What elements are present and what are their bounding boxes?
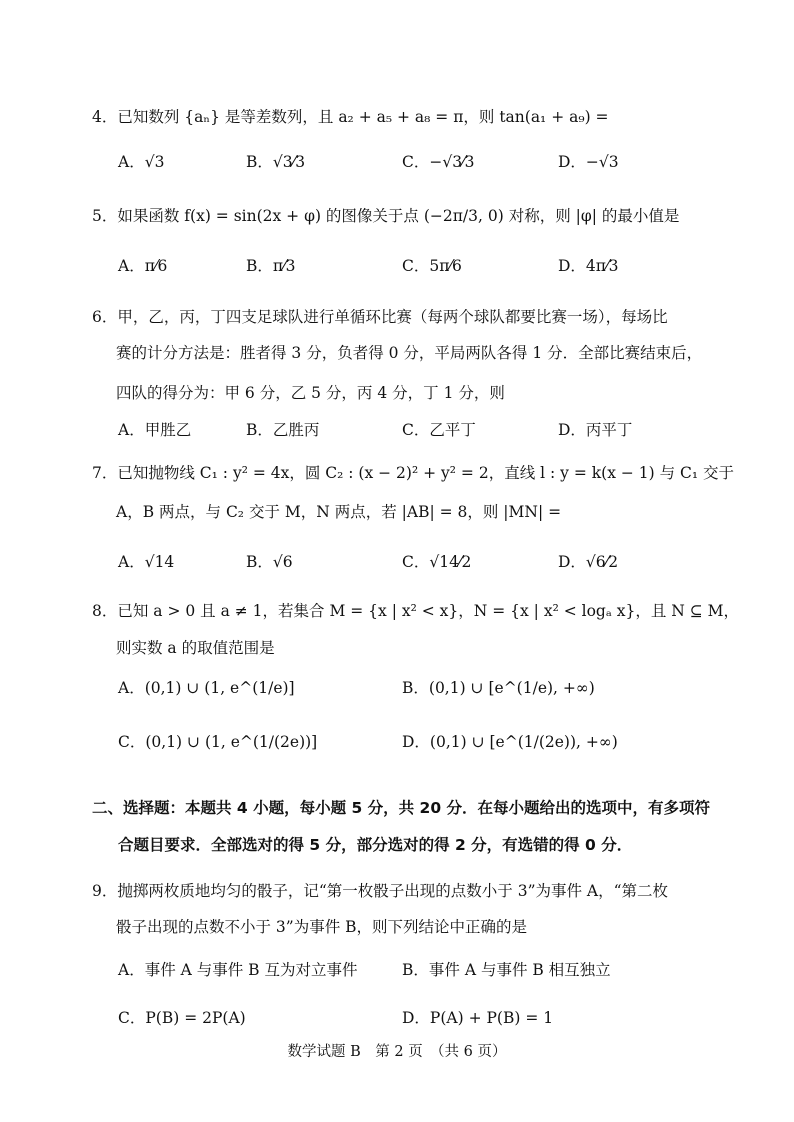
q6-option-c: C．乙平丁 (402, 421, 476, 439)
q8-line-1: 8．已知 a > 0 且 a ≠ 1，若集合 M = {x | x² < x}，N = {x | x² < logₐ x}，且 N ⊆ M， (92, 602, 740, 620)
q6-line-3: 四队的得分为：甲 6 分，乙 5 分，丙 4 分，丁 1 分，则 (116, 384, 505, 402)
q4-stem: 4．已知数列 {aₙ} 是等差数列，且 a₂ + a₅ + a₈ = π，则 tan(a₁ + a₉) = (92, 108, 609, 126)
q9-option-a: A．事件 A 与事件 B 互为对立事件 (118, 961, 358, 979)
section-2-heading: 二、选择题：本题共 4 小题，每小题 5 分，共 20 分．在每小题给出的选项中，有多项符 (92, 799, 711, 817)
page-footer: 数学试题 B 第 2 页 （共 6 页） (287, 1044, 507, 1060)
q5-option-c: C．5π⁄6 (402, 257, 462, 275)
q4-option-d: D．−√3 (558, 153, 619, 171)
q6-option-b: B．乙胜丙 (246, 421, 320, 439)
q7-option-b: B．√6 (246, 553, 293, 571)
q7-options (118, 540, 738, 584)
q8-option-a: A．(0,1) ∪ (1, e^(1/e)] (118, 679, 295, 697)
q8-option-c: C．(0,1) ∪ (1, e^(1/(2e))] (118, 733, 318, 751)
q5-option-d: D．4π⁄3 (558, 257, 619, 275)
q9-line-2: 骰子出现的点数不小于 3”为事件 B，则下列结论中正确的是 (116, 918, 528, 936)
q7-option-c: C．√14⁄2 (402, 553, 472, 571)
section-2-instructions: 合题目要求．全部选对的得 5 分，部分选对的得 2 分，有选错的得 0 分． (118, 836, 633, 854)
q4-option-a: A．√3 (118, 153, 165, 171)
q6-line-2: 赛的计分方法是：胜者得 3 分，负者得 0 分，平局两队各得 1 分．全部比赛结束后， (116, 344, 703, 362)
q9-line-1: 9．抛掷两枚质地均匀的骰子，记“第一枚骰子出现的点数小于 3”为事件 A，“第二枚 (92, 882, 669, 900)
q6-options (118, 408, 738, 452)
q7-line-2: A，B 两点，与 C₂ 交于 M，N 两点，若 |AB| = 8，则 |MN| = (116, 503, 562, 521)
q9-option-c: C．P(B) = 2P(A) (118, 1009, 246, 1027)
q6-option-a: A．甲胜乙 (118, 421, 192, 439)
q7-option-a: A．√14 (118, 553, 175, 571)
q5-stem: 5．如果函数 f(x) = sin(2x + φ) 的图像关于点 (−2π/3, 0) 对称，则 |φ| 的最小值是 (92, 207, 680, 225)
q5-option-b: B．π⁄3 (246, 257, 296, 275)
q4-option-b: B．√3⁄3 (246, 153, 306, 171)
q8-line-2: 则实数 a 的取值范围是 (116, 639, 275, 657)
q9-option-b: B．事件 A 与事件 B 相互独立 (402, 961, 611, 979)
q6-line-1: 6．甲，乙，丙，丁四支足球队进行单循环比赛（每两个球队都要比赛一场），每场比 (92, 308, 668, 326)
q5-option-a: A．π⁄6 (118, 257, 168, 275)
q7-option-d: D．√6⁄2 (558, 553, 619, 571)
q7-line-1: 7．已知抛物线 C₁ : y² = 4x，圆 C₂ : (x − 2)² + y² = 2，直线 l : y = k(x − 1) 与 C₁ 交于 (92, 464, 735, 482)
q8-option-d: D．(0,1) ∪ [e^(1/(2e)), +∞) (402, 733, 618, 751)
q4-options (118, 140, 738, 184)
q5-options (118, 244, 738, 288)
q6-option-d: D．丙平丁 (558, 421, 633, 439)
q9-option-d: D．P(A) + P(B) = 1 (402, 1009, 554, 1027)
q4-option-c: C．−√3⁄3 (402, 153, 475, 171)
q8-option-b: B．(0,1) ∪ [e^(1/e), +∞) (402, 679, 595, 697)
